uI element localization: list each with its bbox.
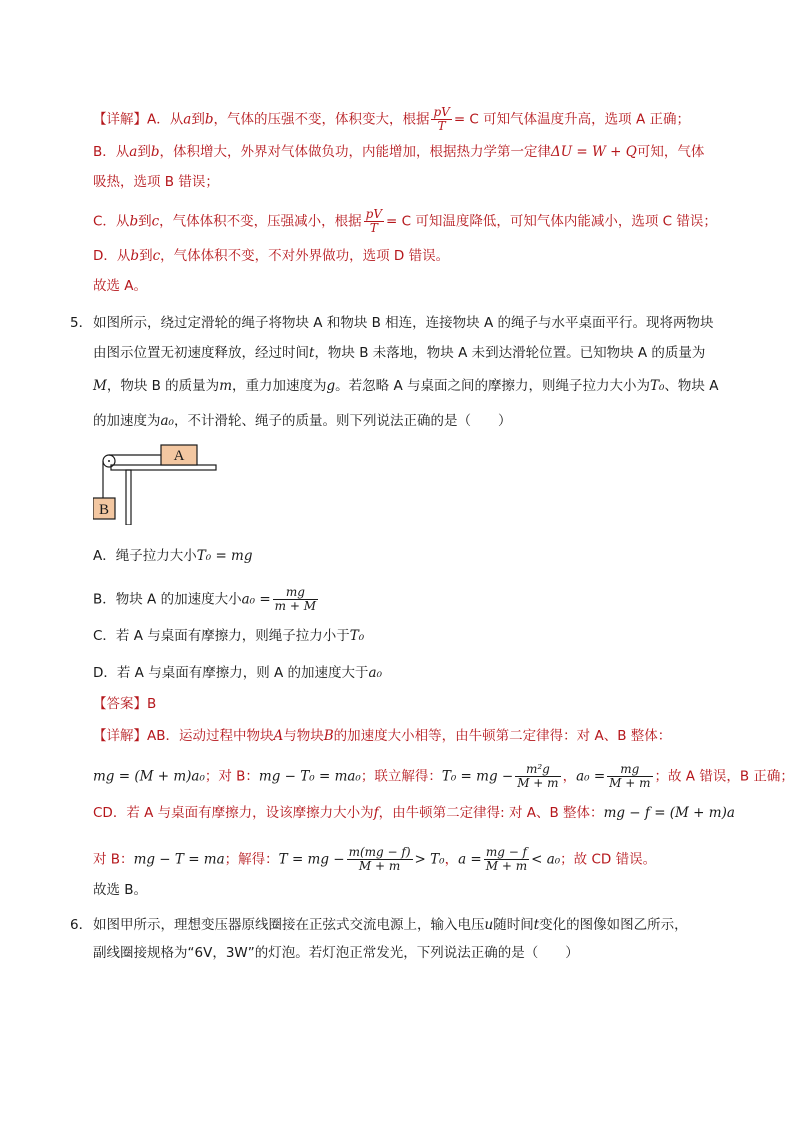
- fraction: $\frac{pV}{T}$: [365, 207, 383, 235]
- fraction: $\frac{mg}{m + M}$: [274, 585, 317, 613]
- q5-detail-line-3: CD．若 A 与桌面有摩擦力，设该摩擦力大小为f，由牛顿第二定律得: 对 A、B 整体：mg − f = (M + m)a: [93, 805, 735, 821]
- fraction: $\frac{\text{m²g}}{M + m}$: [517, 762, 559, 790]
- q5-stem-line-2: 由图示位置无初速度释放，经过时间t，物块 B 未落地，物块 A 未到达滑轮位置。已知物块 A 的质量为: [93, 345, 706, 361]
- q4-detail-line-5: D．从b到c，气体体积不变，不对外界做功，选项 D 错误。: [93, 248, 450, 264]
- fraction: $\frac{m(mg - f)}{M + m}$: [348, 845, 411, 873]
- question-number: 6．: [70, 917, 93, 933]
- fraction: $\frac{pV}{T}$: [433, 105, 450, 133]
- option-c: C．若 A 与桌面有摩擦力，则绳子拉力小于T₀: [93, 628, 365, 644]
- pulley-diagram: [93, 440, 223, 525]
- option-a: A．绳子拉力大小T₀ = mg: [93, 548, 253, 564]
- table-top: [111, 465, 216, 470]
- q5-conclusion: 故选 B。: [93, 882, 148, 898]
- question-number: 5．: [70, 315, 93, 331]
- q5-stem-line-3: M，物块 B 的质量为m，重力加速度为g。若忽略 A 与桌面之间的摩擦力，则绳子拉力大小为T₀、物块 A: [93, 378, 719, 394]
- q6-stem-line-1: 如图甲所示，理想变压器原线圈接在正弦式交流电源上，输入电压u随时间t变化的图像如图乙所示，: [93, 917, 688, 933]
- block-a-label: A: [173, 448, 185, 464]
- option-d: D．若 A 与桌面有摩擦力，则 A 的加速度大于a₀: [93, 665, 382, 681]
- q4-detail-line-4: C．从b到c，气体体积不变，压强减小，根据 $\frac{pV}{T}$ = C 可知温度降低，可知气体内能减小，选项 C 错误；: [93, 207, 717, 235]
- fraction: $\frac{mg}{M + m}$: [609, 762, 651, 790]
- q6-stem-line-2: 副线圈接规格为“6V，3W”的灯泡。若灯泡正常发光，下列说法正确的是（ ）: [93, 945, 579, 961]
- detail-tag: 【详解】: [93, 111, 147, 128]
- q5-stem-line-1: 如图所示，绕过定滑轮的绳子将物块 A 和物块 B 相连，连接物块 A 的绳子与水平桌面平行。现将两物块: [93, 315, 714, 331]
- q5-detail-line-4: 对 B：mg − T = ma；解得：T = mg − $\frac{m(mg - f)}{M + m}$ > T₀，a = $\frac{mg - f}{M + m}$ < a₀；故 CD 错误。: [93, 845, 657, 873]
- fraction: $\frac{mg - f}{M + m}$: [485, 845, 528, 873]
- q5-detail-line-2: mg = (M + m)a₀；对 B：mg − T₀ = ma₀；联立解得：T₀ = mg − $\frac{\text{m²g}}{M + m}$ ，a₀ = $\frac{mg}{M + m}$ ；故 A 错误，B 正确；: [93, 762, 794, 790]
- q5-stem-line-4: 的加速度为a₀，不计滑轮、绳子的质量。则下列说法正确的是（ ）: [93, 413, 512, 429]
- q5-detail-line-1: 【详解】AB．运动过程中物块A与物块B的加速度大小相等，由牛顿第二定律得：对 A、B 整体：: [93, 728, 672, 744]
- option-b: B．物块 A 的加速度大小a₀ = $\frac{mg}{m + M}$: [93, 585, 317, 613]
- answer: 【答案】B: [93, 696, 157, 712]
- table-leg: [126, 470, 131, 525]
- q4-detail-line-1: 【详解】A．从a到b，气体的压强不变，体积变大，根据 $\frac{pV}{T}$ = C 可知气体温度升高，选项 A 正确；: [93, 105, 690, 133]
- q4-conclusion: 故选 A。: [93, 278, 148, 294]
- block-b-label: B: [98, 502, 110, 518]
- q4-detail-line-2: B．从a到b，体积增大，外界对气体做负功，内能增加，根据热力学第一定律ΔU = W + Q可知，气体: [93, 144, 705, 160]
- q4-detail-line-3: 吸热，选项 B 错误；: [93, 174, 219, 190]
